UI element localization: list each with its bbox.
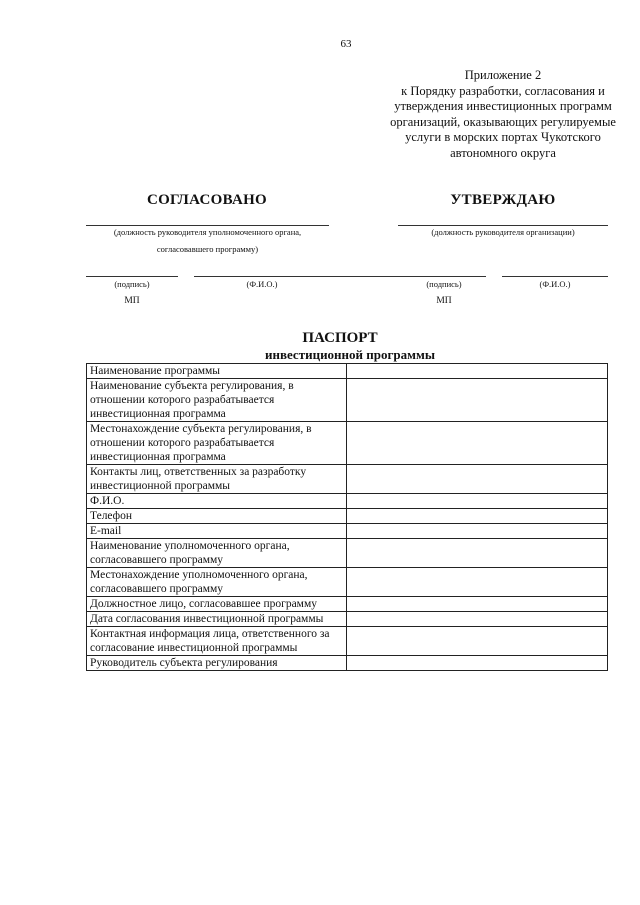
appendix-line: услуги в морских портах Чукотского	[405, 130, 601, 145]
row-label: Руководитель субъекта регулирования	[87, 656, 347, 671]
row-label: Наименование субъекта регулирования, в отношении которого разрабатывается инвестиционная программа	[87, 379, 347, 422]
appendix-line: организаций, оказывающих регулируемые	[390, 114, 616, 129]
row-value-cell[interactable]	[346, 364, 607, 379]
table-row	[87, 494, 608, 509]
approve-position-caption: (должность руководителя организации)	[431, 227, 575, 237]
appendix-line: утверждения инвестиционных программ	[394, 99, 612, 114]
row-value-cell[interactable]	[346, 612, 607, 627]
row-value-cell[interactable]	[346, 568, 607, 597]
row-label: Контакты лиц, ответственных за разработку инвестиционной программы	[87, 465, 347, 494]
row-label: Местонахождение уполномоченного органа, согласовавшего программу	[87, 568, 347, 597]
row-label: Должностное лицо, согласовавшее программу	[87, 597, 347, 612]
row-label: E-mail	[87, 524, 347, 539]
agreed-stamp-label: МП	[124, 296, 140, 306]
agreed-name-caption: (Ф.И.О.)	[246, 279, 278, 289]
agreed-position-caption: (должность руководителя уполномоченного органа,	[113, 227, 302, 237]
appendix-line: Приложение 2	[464, 68, 542, 82]
page-number: 63	[340, 38, 352, 50]
row-value-cell[interactable]	[346, 494, 607, 509]
row-label: Контактная информация лица, ответственного за согласование инвестиционной программы	[87, 627, 347, 656]
table-row	[87, 597, 608, 612]
table-row	[87, 524, 608, 539]
table-row	[87, 656, 608, 671]
row-value-cell[interactable]	[346, 627, 607, 656]
approve-stamp-label: МП	[436, 296, 452, 306]
table-row	[87, 422, 608, 465]
table-row	[87, 539, 608, 568]
agreed-position-line	[86, 225, 329, 226]
passport-subtitle: инвестиционной программы	[265, 347, 435, 362]
table-row	[87, 465, 608, 494]
table-row	[87, 509, 608, 524]
passport-table	[86, 363, 608, 671]
row-value-cell[interactable]	[346, 379, 607, 422]
agreed-position-caption-2: согласовавшего программу)	[156, 244, 259, 254]
appendix-line: автономного округа	[450, 145, 556, 160]
row-label: Местонахождение субъекта регулирования, в отношении которого разрабатывается инвестиционная программа	[87, 422, 347, 465]
row-value-cell[interactable]	[346, 597, 607, 612]
appendix-note	[338, 68, 640, 162]
row-label: Ф.И.О.	[87, 494, 347, 509]
table-row	[87, 379, 608, 422]
approve-position-line	[398, 225, 608, 226]
table-row	[87, 612, 608, 627]
agreed-name-line	[194, 276, 486, 277]
approve-name-caption: (Ф.И.О.)	[539, 279, 571, 289]
approve-signature-caption: (подпись)	[426, 279, 462, 289]
row-value-cell[interactable]	[346, 509, 607, 524]
row-value-cell[interactable]	[346, 524, 607, 539]
row-value-cell[interactable]	[346, 465, 607, 494]
approve-heading: УТВЕРЖДАЮ	[450, 192, 556, 208]
agreed-heading: СОГЛАСОВАНО	[146, 192, 268, 208]
row-label: Наименование программы	[87, 364, 347, 379]
appendix-line: к Порядку разработки, согласования и	[401, 83, 605, 98]
row-label: Дата согласования инвестиционной программы	[87, 612, 347, 627]
approve-name-line	[502, 276, 608, 277]
row-value-cell[interactable]	[346, 656, 607, 671]
row-value-cell[interactable]	[346, 422, 607, 465]
table-row	[87, 364, 608, 379]
row-value-cell[interactable]	[346, 539, 607, 568]
agreed-signature-caption: (подпись)	[114, 279, 150, 289]
table-row	[87, 627, 608, 656]
passport-title: ПАСПОРТ	[302, 330, 378, 346]
row-label: Наименование уполномоченного органа, согласовавшего программу	[87, 539, 347, 568]
row-label: Телефон	[87, 509, 347, 524]
agreed-signature-line	[86, 276, 178, 277]
table-row	[87, 568, 608, 597]
